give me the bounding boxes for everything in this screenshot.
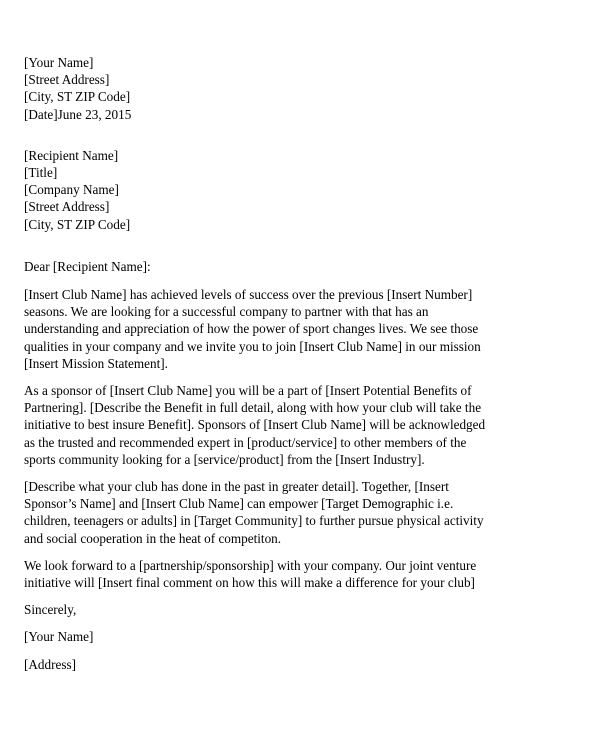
paragraph-line: and social cooperation in the heat of competiton. xyxy=(24,530,282,546)
sender-street: [Street Address] xyxy=(24,72,110,88)
signature-address xyxy=(24,656,584,673)
paragraph-line: children, teenagers or adults] in [Target Community] to further pursue physical activity xyxy=(24,513,484,529)
salutation xyxy=(24,258,584,275)
paragraph-line: As a sponsor of [Insert Club Name] you will be a part of [Insert Potential Benefits of xyxy=(24,383,472,399)
signature-name-text: [Your Name] xyxy=(24,629,94,645)
recipient-company: [Company Name] xyxy=(24,182,119,198)
paragraph-line: We look forward to a [partnership/sponsorship] with your company. Our joint venture xyxy=(24,557,477,573)
paragraph-line: initiative will [Insert final comment on how this will make a difference for your club] xyxy=(24,575,475,591)
paragraph-line: [Insert Mission Statement]. xyxy=(24,355,168,371)
recipient-street: [Street Address] xyxy=(24,199,110,215)
paragraph-line: Sponsor’s Name] and [Insert Club Name] can empower [Target Demographic i.e. xyxy=(24,496,454,512)
body-paragraph-2 xyxy=(24,382,584,468)
paragraph-line: [Describe what your club has done in the past in greater detail]. Together, [Insert xyxy=(24,479,449,495)
paragraph-line: seasons. We are looking for a successful company to partner with that has an xyxy=(24,304,429,320)
paragraph-line: Partnering]. [Describe the Benefit in full detail, along with how your club will take the xyxy=(24,400,482,416)
sender-address-block xyxy=(24,54,584,123)
recipient-address-block xyxy=(24,147,584,233)
body-paragraph-4 xyxy=(24,557,584,591)
body-paragraph-3 xyxy=(24,478,584,547)
signature-name xyxy=(24,628,584,645)
salutation-text: Dear [Recipient Name]: xyxy=(24,258,151,274)
paragraph-line: as the trusted and recommended expert in [product/service] to other members of the xyxy=(24,434,467,450)
paragraph-line: qualities in your company and we invite you to join [Insert Club Name] in our mission xyxy=(24,338,481,354)
paragraph-line: [Insert Club Name] has achieved levels of success over the previous [Insert Number] xyxy=(24,287,473,303)
paragraph-line: sports community looking for a [service/product] from the [Insert Industry]. xyxy=(24,451,425,467)
paragraph-line: initiative to best insure Benefit]. Sponsors of [Insert Club Name] will be acknowledged xyxy=(24,417,486,433)
recipient-title: [Title] xyxy=(24,165,58,181)
letter-date: [Date]June 23, 2015 xyxy=(24,106,132,122)
closing-text: Sincerely, xyxy=(24,602,77,618)
body-paragraph-1 xyxy=(24,286,584,372)
recipient-city: [City, ST ZIP Code] xyxy=(24,216,131,232)
letter-page xyxy=(24,54,584,683)
signature-address-text: [Address] xyxy=(24,656,77,672)
closing xyxy=(24,601,584,618)
sender-name: [Your Name] xyxy=(24,55,94,70)
recipient-name: [Recipient Name] xyxy=(24,147,119,163)
paragraph-line: understanding and appreciation of how the power of sport changes lives. We see those xyxy=(24,321,479,337)
sender-city: [City, ST ZIP Code] xyxy=(24,89,131,105)
